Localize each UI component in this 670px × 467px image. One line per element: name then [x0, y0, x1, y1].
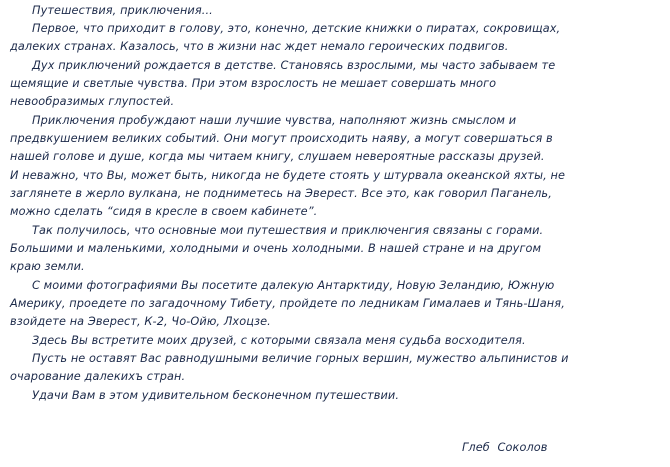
text-line: краю земли.: [10, 260, 85, 273]
text-line: Америку, проедете по загадочному Тибету, пройдете по ледникам Гималаев и Тянь-Шаня,: [10, 297, 565, 310]
text-line: заглянете в жерло вулкана, не подниметесь на Эверест. Все это, как говорил Паганель,: [10, 187, 552, 200]
text-line: Так получилось, что основные мои путешествия и приключенгия связаны с горами.: [32, 224, 544, 237]
text-line: Пусть не оставят Вас равнодушными величие горных вершин, мужество альпинистов и: [32, 352, 569, 365]
text-line: можно сделать “сидя в кресле в своем кабинете”.: [10, 205, 318, 218]
text-line: невообразимых глупостей.: [10, 95, 175, 108]
text-line: щемящие и светлые чувства. При этом взрослость не мешает совершать много: [10, 77, 497, 90]
text-line: предвкушением великих событий. Они могут происходить наяву, а могут совершаться в: [10, 132, 553, 145]
text-line: Первое, что приходит в голову, это, конечно, детские книжки о пиратах, сокровищах,: [32, 22, 561, 35]
text-line: Дух приключений рождается в детстве. Становясь взрослыми, мы часто забываем те: [32, 59, 556, 72]
author-signature: Глеб Соколов: [462, 441, 548, 454]
text-line: далеких странах. Казалось, что в жизни нас ждет немало героических подвигов.: [10, 40, 509, 53]
text-line: Большими и маленькими, холодными и очень холодными. В нашей стране и на другом: [10, 242, 542, 255]
text-line: С моими фотографиями Вы посетите далекую Антарктиду, Новую Зеландию, Южную: [32, 279, 555, 292]
text-line: взойдете на Эверест, К-2, Чо-Ойю, Лхоцзе.: [10, 315, 271, 328]
text-line: Удачи Вам в этом удивительном бесконечном путешествии.: [32, 389, 400, 402]
text-line: Путешествия, приключения...: [32, 4, 213, 17]
text-line: очарование далекихъ стран.: [10, 370, 186, 383]
text-line: Здесь Вы встретите моих друзей, с которыми связала меня судьба восходителя.: [32, 334, 526, 347]
text-line: Приключения пробуждают наши лучшие чувства, наполняют жизнь смыслом и: [32, 114, 517, 127]
text-line: И неважно, что Вы, может быть, никогда не будете стоять у штурвала океанской яхты, не: [10, 169, 566, 182]
text-line: нашей голове и душе, когда мы читаем книгу, слушаем невероятные рассказы друзей.: [10, 150, 545, 163]
